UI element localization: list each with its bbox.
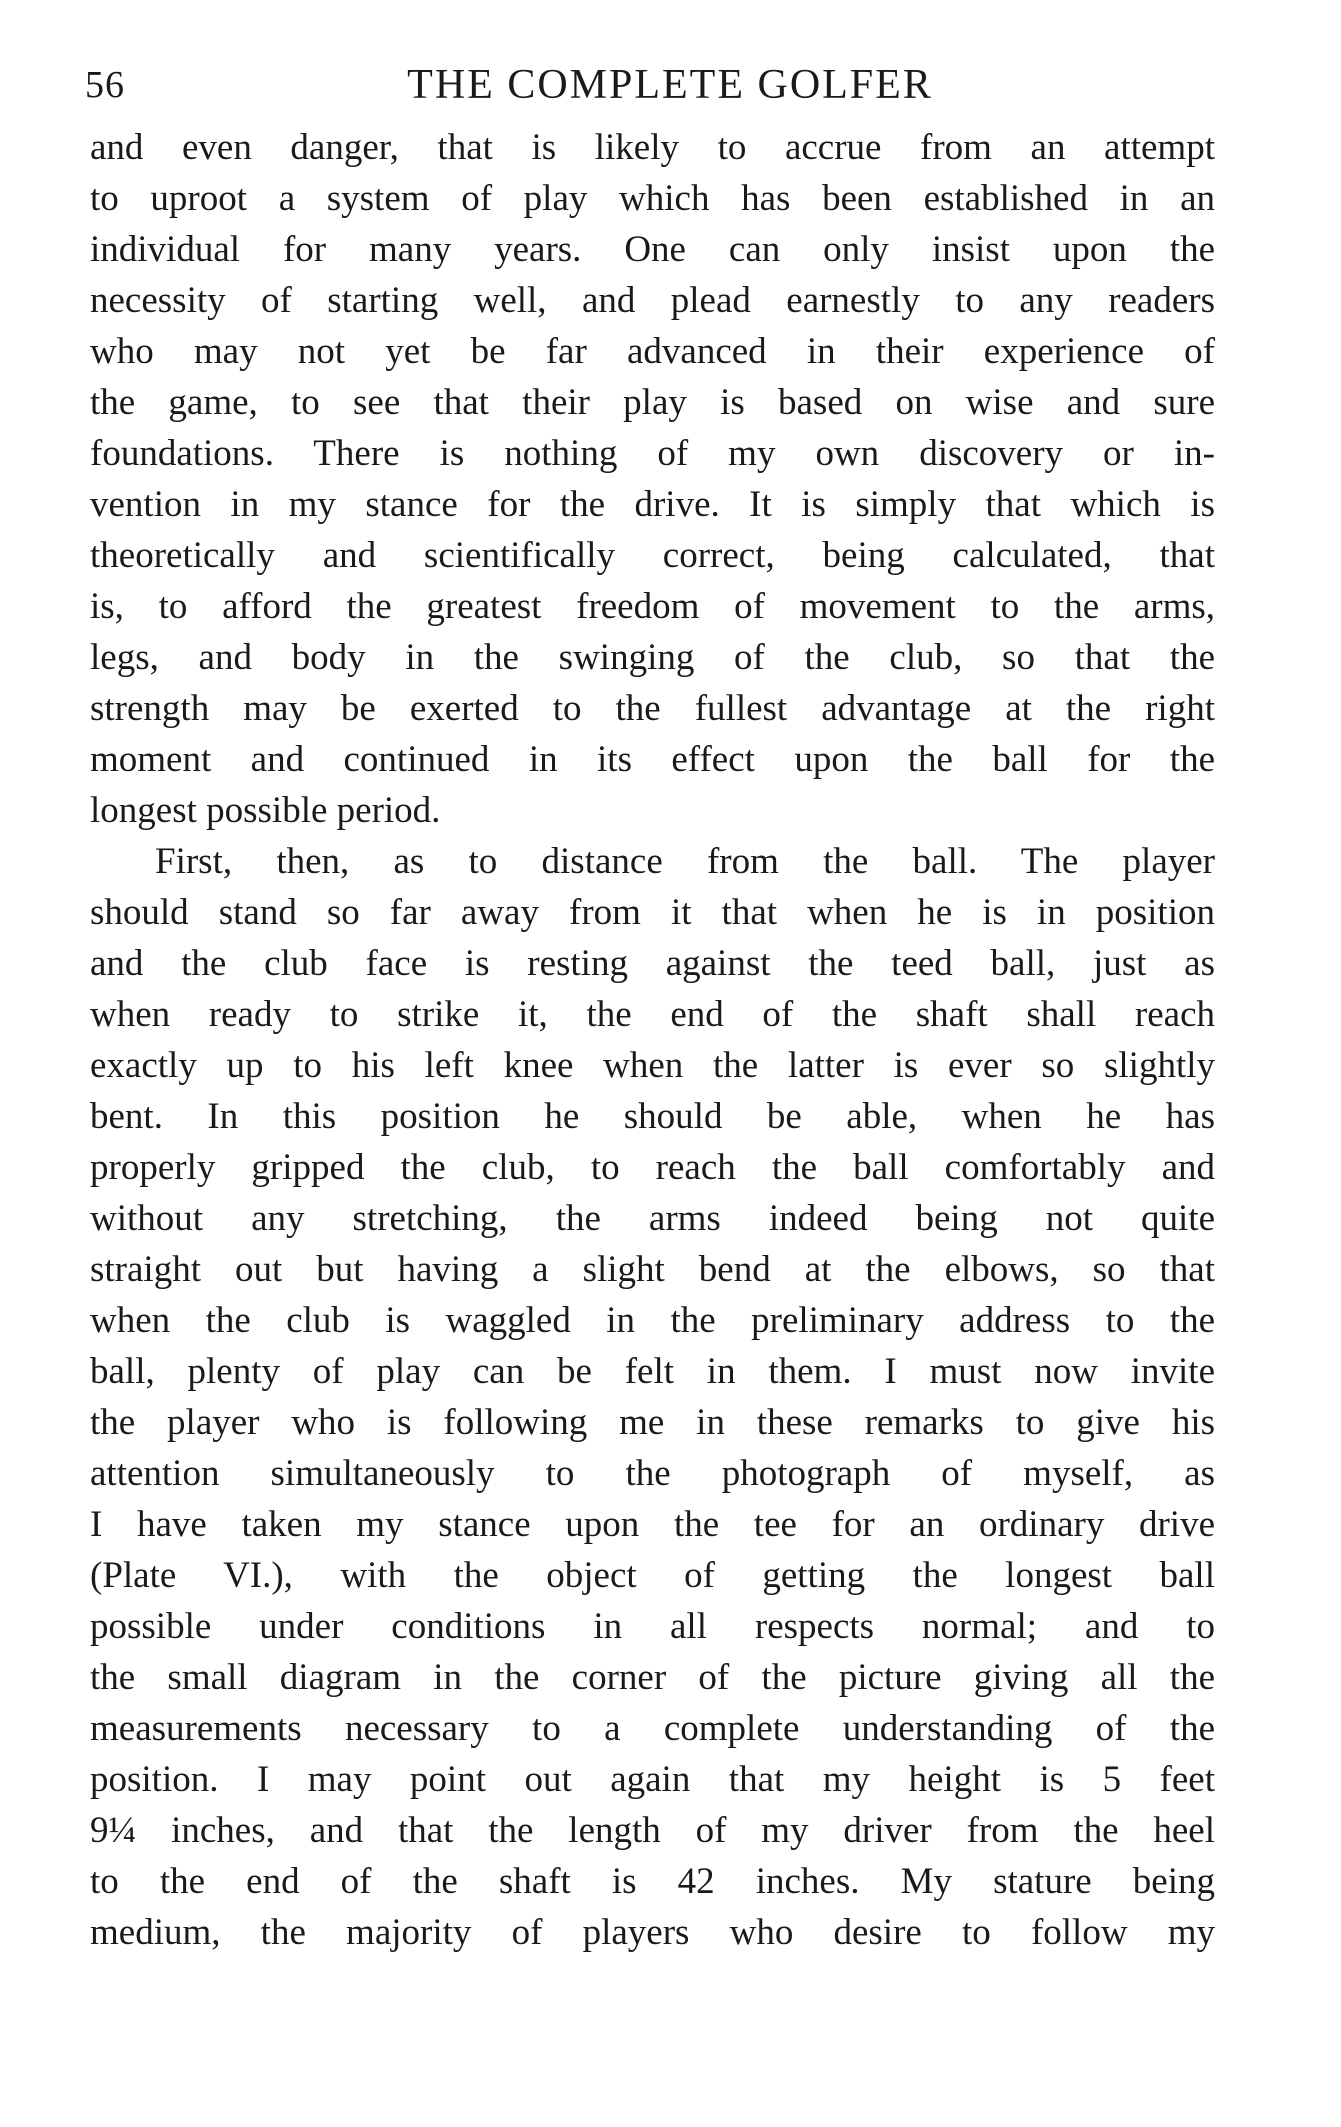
text-line: First, then, as to distance from the ball. The player (155, 841, 1215, 882)
text-line: bent. In this position he should be able, when he has (90, 1096, 1215, 1137)
running-title: THE COMPLETE GOLFER (407, 62, 933, 108)
text-line: moment and continued in its effect upon the ball for the (90, 739, 1215, 780)
text-line: when the club is waggled in the preliminary address to the (90, 1300, 1215, 1341)
text-line: I have taken my stance upon the tee for an ordinary drive (90, 1504, 1215, 1545)
text-line: attention simultaneously to the photograph of myself, as (90, 1453, 1215, 1494)
running-head (85, 55, 1245, 115)
text-line: straight out but having a slight bend at the elbows, so that (90, 1249, 1215, 1290)
text-line: individual for many years. One can only insist upon the (90, 229, 1215, 270)
body-text (90, 122, 1215, 1958)
text-line: theoretically and scientifically correct, being calculated, that (90, 535, 1215, 576)
text-line: measurements necessary to a complete understanding of the (90, 1708, 1215, 1749)
text-line: strength may be exerted to the fullest advantage at the right (90, 688, 1215, 729)
text-line: foundations. There is nothing of my own discovery or in- (90, 433, 1215, 474)
text-line: exactly up to his left knee when the latter is ever so slightly (90, 1045, 1215, 1086)
text-line: is, to afford the greatest freedom of movement to the arms, (90, 586, 1215, 627)
text-line: ball, plenty of play can be felt in them. I must now invite (90, 1351, 1215, 1392)
text-line: position. I may point out again that my height is 5 feet (90, 1759, 1215, 1800)
text-line: (Plate VI.), with the object of getting the longest ball (90, 1555, 1215, 1596)
text-line: vention in my stance for the drive. It is simply that which is (90, 484, 1215, 525)
text-line: the small diagram in the corner of the picture giving all the (90, 1657, 1215, 1698)
text-line: 9¼ inches, and that the length of my driver from the heel (90, 1810, 1215, 1851)
page-number: 56 (85, 64, 125, 106)
text-line: legs, and body in the swinging of the club, so that the (90, 637, 1215, 678)
paragraph (90, 122, 1215, 836)
text-line: medium, the majority of players who desire to follow my (90, 1912, 1215, 1953)
text-line: to uproot a system of play which has been established in an (90, 178, 1215, 219)
text-line: properly gripped the club, to reach the ball comfortably and (90, 1147, 1215, 1188)
text-line: possible under conditions in all respects normal; and to (90, 1606, 1215, 1647)
text-line: and the club face is resting against the teed ball, just as (90, 943, 1215, 984)
text-line: when ready to strike it, the end of the shaft shall reach (90, 994, 1215, 1035)
text-line: should stand so far away from it that when he is in position (90, 892, 1215, 933)
text-line: who may not yet be far advanced in their experience of (90, 331, 1215, 372)
text-line: the game, to see that their play is based on wise and sure (90, 382, 1215, 423)
text-line: necessity of starting well, and plead earnestly to any readers (90, 280, 1215, 321)
text-line: to the end of the shaft is 42 inches. My stature being (90, 1861, 1215, 1902)
text-line: without any stretching, the arms indeed being not quite (90, 1198, 1215, 1239)
text-line: the player who is following me in these remarks to give his (90, 1402, 1215, 1443)
text-line: and even danger, that is likely to accrue from an attempt (90, 127, 1215, 168)
paragraph (90, 836, 1215, 1958)
text-line: longest possible period. (90, 790, 441, 831)
